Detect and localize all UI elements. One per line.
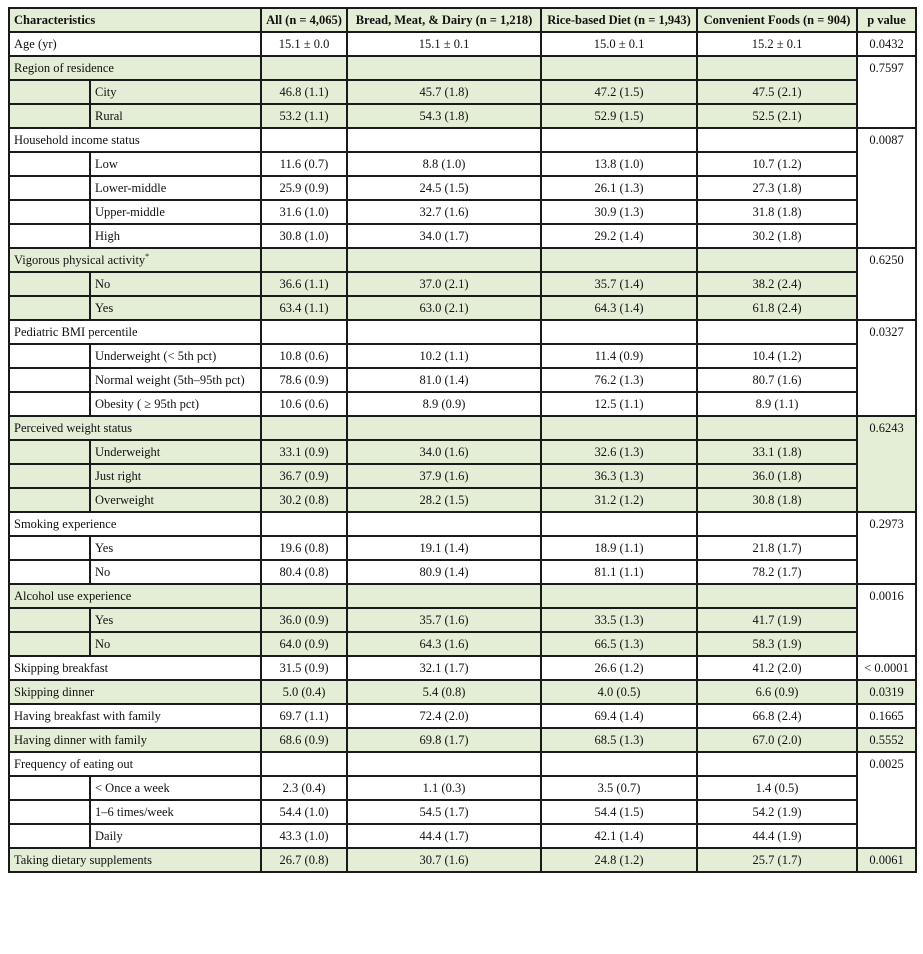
header-all: All (n = 4,065) [261, 8, 347, 32]
row-label-alcohol: Alcohol use experience [9, 584, 261, 608]
cell-value: 32.6 (1.3) [541, 440, 697, 464]
cell-value: 43.3 (1.0) [261, 824, 347, 848]
cell-empty [541, 512, 697, 536]
table-row [9, 800, 916, 824]
cell-value: 29.2 (1.4) [541, 224, 697, 248]
cell-value: 81.0 (1.4) [347, 368, 541, 392]
table-row [9, 752, 916, 776]
cell-value: 1.1 (0.3) [347, 776, 541, 800]
cell-value: 38.2 (2.4) [697, 272, 857, 296]
cell-value: 27.3 (1.8) [697, 176, 857, 200]
header-characteristics: Characteristics [9, 8, 261, 32]
cell-value: 30.7 (1.6) [347, 848, 541, 872]
cell-empty [347, 512, 541, 536]
cell-empty [697, 320, 857, 344]
row-sublabel: < Once a week [90, 776, 261, 800]
cell-p-value: 0.7597 [857, 56, 916, 128]
cell-p-value: 0.0016 [857, 584, 916, 656]
row-label-skip-dinner: Skipping dinner [9, 680, 261, 704]
cell-value: 54.2 (1.9) [697, 800, 857, 824]
row-label-weight: Perceived weight status [9, 416, 261, 440]
table-row [9, 656, 916, 680]
row-sublabel: Obesity ( ≥ 95th pct) [90, 392, 261, 416]
cell-value: 64.3 (1.6) [347, 632, 541, 656]
row-sublabel: Lower-middle [90, 176, 261, 200]
cell-p-value: 0.0025 [857, 752, 916, 848]
cell-value: 66.8 (2.4) [697, 704, 857, 728]
cell-empty [347, 56, 541, 80]
cell-p-value: 0.0087 [857, 128, 916, 248]
cell-value: 15.1 ± 0.1 [347, 32, 541, 56]
cell-empty [261, 248, 347, 272]
cell-empty [261, 584, 347, 608]
header-rice-based-diet: Rice-based Diet (n = 1,943) [541, 8, 697, 32]
cell-empty [697, 248, 857, 272]
cell-value: 68.5 (1.3) [541, 728, 697, 752]
row-label-text: Vigorous physical activity [14, 253, 146, 267]
cell-value: 41.2 (2.0) [697, 656, 857, 680]
indent-cell [9, 152, 90, 176]
cell-value: 35.7 (1.4) [541, 272, 697, 296]
cell-value: 6.6 (0.9) [697, 680, 857, 704]
cell-value: 8.8 (1.0) [347, 152, 541, 176]
cell-value: 78.2 (1.7) [697, 560, 857, 584]
cell-empty [347, 320, 541, 344]
cell-empty [347, 248, 541, 272]
row-sublabel: Low [90, 152, 261, 176]
indent-cell [9, 104, 90, 128]
cell-value: 35.7 (1.6) [347, 608, 541, 632]
cell-value: 80.4 (0.8) [261, 560, 347, 584]
cell-value: 47.2 (1.5) [541, 80, 697, 104]
table-row [9, 776, 916, 800]
cell-p-value: 0.0061 [857, 848, 916, 872]
indent-cell [9, 200, 90, 224]
table-row [9, 296, 916, 320]
cell-empty [261, 512, 347, 536]
indent-cell [9, 392, 90, 416]
cell-value: 1.4 (0.5) [697, 776, 857, 800]
cell-p-value: 0.0432 [857, 32, 916, 56]
cell-value: 64.3 (1.4) [541, 296, 697, 320]
row-label-bmi: Pediatric BMI percentile [9, 320, 261, 344]
cell-value: 25.7 (1.7) [697, 848, 857, 872]
cell-value: 61.8 (2.4) [697, 296, 857, 320]
cell-value: 24.5 (1.5) [347, 176, 541, 200]
cell-value: 10.2 (1.1) [347, 344, 541, 368]
row-sublabel: Just right [90, 464, 261, 488]
cell-p-value: 0.5552 [857, 728, 916, 752]
indent-cell [9, 440, 90, 464]
cell-value: 15.0 ± 0.1 [541, 32, 697, 56]
cell-value: 76.2 (1.3) [541, 368, 697, 392]
cell-value: 18.9 (1.1) [541, 536, 697, 560]
cell-value: 32.1 (1.7) [347, 656, 541, 680]
cell-value: 37.9 (1.6) [347, 464, 541, 488]
cell-value: 54.4 (1.0) [261, 800, 347, 824]
row-sublabel: 1–6 times/week [90, 800, 261, 824]
cell-value: 19.6 (0.8) [261, 536, 347, 560]
cell-value: 33.1 (0.9) [261, 440, 347, 464]
row-label-eating-out: Frequency of eating out [9, 752, 261, 776]
cell-value: 54.3 (1.8) [347, 104, 541, 128]
cell-value: 15.1 ± 0.0 [261, 32, 347, 56]
row-label-skip-breakfast: Skipping breakfast [9, 656, 261, 680]
indent-cell [9, 608, 90, 632]
row-sublabel: No [90, 272, 261, 296]
cell-value: 10.6 (0.6) [261, 392, 347, 416]
cell-empty [261, 416, 347, 440]
cell-value: 30.2 (0.8) [261, 488, 347, 512]
cell-value: 41.7 (1.9) [697, 608, 857, 632]
row-label-region: Region of residence [9, 56, 261, 80]
cell-value: 33.1 (1.8) [697, 440, 857, 464]
cell-p-value: 0.6243 [857, 416, 916, 512]
cell-value: 69.4 (1.4) [541, 704, 697, 728]
table-row [9, 80, 916, 104]
indent-cell [9, 800, 90, 824]
header-p-value: p value [857, 8, 916, 32]
table-row [9, 584, 916, 608]
indent-cell [9, 80, 90, 104]
cell-p-value: 0.1665 [857, 704, 916, 728]
table-row [9, 320, 916, 344]
table-row [9, 416, 916, 440]
cell-value: 58.3 (1.9) [697, 632, 857, 656]
table-row [9, 200, 916, 224]
row-sublabel: City [90, 80, 261, 104]
row-sublabel: Yes [90, 536, 261, 560]
cell-value: 36.3 (1.3) [541, 464, 697, 488]
cell-value: 25.9 (0.9) [261, 176, 347, 200]
cell-p-value: 0.6250 [857, 248, 916, 320]
cell-value: 46.8 (1.1) [261, 80, 347, 104]
cell-value: 5.0 (0.4) [261, 680, 347, 704]
table-row [9, 32, 916, 56]
cell-value: 10.8 (0.6) [261, 344, 347, 368]
indent-cell [9, 560, 90, 584]
row-sublabel: High [90, 224, 261, 248]
cell-empty [541, 584, 697, 608]
cell-empty [541, 320, 697, 344]
row-label-breakfast-family: Having breakfast with family [9, 704, 261, 728]
table-row [9, 728, 916, 752]
cell-value: 11.4 (0.9) [541, 344, 697, 368]
table-row [9, 536, 916, 560]
cell-value: 54.4 (1.5) [541, 800, 697, 824]
row-sublabel: Overweight [90, 488, 261, 512]
cell-value: 80.9 (1.4) [347, 560, 541, 584]
cell-empty [697, 416, 857, 440]
cell-value: 26.1 (1.3) [541, 176, 697, 200]
indent-cell [9, 344, 90, 368]
cell-value: 2.3 (0.4) [261, 776, 347, 800]
table-row [9, 176, 916, 200]
cell-value: 19.1 (1.4) [347, 536, 541, 560]
header-row [9, 8, 916, 32]
indent-cell [9, 824, 90, 848]
characteristics-table [8, 7, 917, 873]
table-row [9, 560, 916, 584]
indent-cell [9, 464, 90, 488]
cell-value: 80.7 (1.6) [697, 368, 857, 392]
cell-value: 64.0 (0.9) [261, 632, 347, 656]
table-row [9, 128, 916, 152]
cell-value: 33.5 (1.3) [541, 608, 697, 632]
cell-value: 78.6 (0.9) [261, 368, 347, 392]
cell-empty [261, 128, 347, 152]
cell-value: 4.0 (0.5) [541, 680, 697, 704]
table-row [9, 488, 916, 512]
indent-cell [9, 536, 90, 560]
row-sublabel: Underweight [90, 440, 261, 464]
cell-value: 36.0 (0.9) [261, 608, 347, 632]
indent-cell [9, 224, 90, 248]
table-row [9, 704, 916, 728]
cell-value: 45.7 (1.8) [347, 80, 541, 104]
cell-value: 10.7 (1.2) [697, 152, 857, 176]
row-sublabel: Normal weight (5th–95th pct) [90, 368, 261, 392]
row-label-smoking: Smoking experience [9, 512, 261, 536]
cell-value: 44.4 (1.7) [347, 824, 541, 848]
cell-value: 15.2 ± 0.1 [697, 32, 857, 56]
table-row [9, 848, 916, 872]
cell-empty [697, 584, 857, 608]
cell-value: 34.0 (1.6) [347, 440, 541, 464]
cell-value: 13.8 (1.0) [541, 152, 697, 176]
cell-value: 52.9 (1.5) [541, 104, 697, 128]
indent-cell [9, 368, 90, 392]
cell-value: 8.9 (0.9) [347, 392, 541, 416]
cell-value: 44.4 (1.9) [697, 824, 857, 848]
footnote-marker: * [145, 251, 150, 261]
cell-value: 36.0 (1.8) [697, 464, 857, 488]
table-row [9, 368, 916, 392]
cell-empty [347, 752, 541, 776]
row-sublabel: Yes [90, 296, 261, 320]
cell-value: 12.5 (1.1) [541, 392, 697, 416]
row-label-income: Household income status [9, 128, 261, 152]
row-label-supplements: Taking dietary supplements [9, 848, 261, 872]
cell-value: 32.7 (1.6) [347, 200, 541, 224]
cell-value: 30.9 (1.3) [541, 200, 697, 224]
indent-cell [9, 488, 90, 512]
row-sublabel: Daily [90, 824, 261, 848]
table-row [9, 440, 916, 464]
cell-value: 66.5 (1.3) [541, 632, 697, 656]
cell-empty [261, 56, 347, 80]
indent-cell [9, 176, 90, 200]
row-label-age: Age (yr) [9, 32, 261, 56]
row-label-dinner-family: Having dinner with family [9, 728, 261, 752]
cell-value: 5.4 (0.8) [347, 680, 541, 704]
table-row [9, 632, 916, 656]
cell-value: 31.2 (1.2) [541, 488, 697, 512]
table-row [9, 152, 916, 176]
cell-value: 30.8 (1.8) [697, 488, 857, 512]
cell-empty [697, 512, 857, 536]
row-sublabel: No [90, 560, 261, 584]
row-sublabel: Yes [90, 608, 261, 632]
cell-value: 31.8 (1.8) [697, 200, 857, 224]
row-sublabel: Underweight (< 5th pct) [90, 344, 261, 368]
table-row [9, 104, 916, 128]
cell-value: 10.4 (1.2) [697, 344, 857, 368]
cell-value: 26.6 (1.2) [541, 656, 697, 680]
cell-value: 34.0 (1.7) [347, 224, 541, 248]
cell-value: 8.9 (1.1) [697, 392, 857, 416]
cell-value: 63.4 (1.1) [261, 296, 347, 320]
cell-p-value: < 0.0001 [857, 656, 916, 680]
cell-value: 54.5 (1.7) [347, 800, 541, 824]
cell-value: 30.8 (1.0) [261, 224, 347, 248]
cell-value: 63.0 (2.1) [347, 296, 541, 320]
table-row [9, 392, 916, 416]
cell-value: 67.0 (2.0) [697, 728, 857, 752]
cell-empty [541, 752, 697, 776]
cell-value: 31.6 (1.0) [261, 200, 347, 224]
cell-p-value: 0.2973 [857, 512, 916, 584]
row-sublabel: No [90, 632, 261, 656]
header-convenient-foods: Convenient Foods (n = 904) [697, 8, 857, 32]
table-row [9, 248, 916, 272]
table-row [9, 224, 916, 248]
cell-value: 11.6 (0.7) [261, 152, 347, 176]
indent-cell [9, 296, 90, 320]
cell-empty [697, 56, 857, 80]
cell-value: 72.4 (2.0) [347, 704, 541, 728]
header-bread-meat-dairy: Bread, Meat, & Dairy (n = 1,218) [347, 8, 541, 32]
cell-value: 36.7 (0.9) [261, 464, 347, 488]
row-sublabel: Upper-middle [90, 200, 261, 224]
cell-value: 21.8 (1.7) [697, 536, 857, 560]
cell-value: 37.0 (2.1) [347, 272, 541, 296]
cell-value: 42.1 (1.4) [541, 824, 697, 848]
cell-empty [261, 752, 347, 776]
cell-value: 24.8 (1.2) [541, 848, 697, 872]
table-row [9, 464, 916, 488]
cell-empty [347, 416, 541, 440]
table-row [9, 272, 916, 296]
cell-value: 81.1 (1.1) [541, 560, 697, 584]
cell-empty [541, 128, 697, 152]
table-row [9, 56, 916, 80]
row-label-vigorous [9, 248, 261, 272]
cell-empty [347, 584, 541, 608]
cell-value: 47.5 (2.1) [697, 80, 857, 104]
table-row [9, 608, 916, 632]
indent-cell [9, 632, 90, 656]
cell-empty [541, 248, 697, 272]
cell-empty [347, 128, 541, 152]
cell-value: 3.5 (0.7) [541, 776, 697, 800]
cell-value: 53.2 (1.1) [261, 104, 347, 128]
cell-empty [697, 752, 857, 776]
cell-value: 28.2 (1.5) [347, 488, 541, 512]
cell-p-value: 0.0319 [857, 680, 916, 704]
table-row [9, 512, 916, 536]
cell-empty [541, 56, 697, 80]
table-row [9, 680, 916, 704]
cell-value: 52.5 (2.1) [697, 104, 857, 128]
cell-p-value: 0.0327 [857, 320, 916, 416]
cell-empty [541, 416, 697, 440]
cell-value: 26.7 (0.8) [261, 848, 347, 872]
cell-empty [697, 128, 857, 152]
indent-cell [9, 776, 90, 800]
cell-value: 31.5 (0.9) [261, 656, 347, 680]
cell-value: 69.8 (1.7) [347, 728, 541, 752]
cell-value: 36.6 (1.1) [261, 272, 347, 296]
table-row [9, 824, 916, 848]
cell-value: 30.2 (1.8) [697, 224, 857, 248]
cell-value: 69.7 (1.1) [261, 704, 347, 728]
indent-cell [9, 272, 90, 296]
table-row [9, 344, 916, 368]
row-sublabel: Rural [90, 104, 261, 128]
cell-empty [261, 320, 347, 344]
cell-value: 68.6 (0.9) [261, 728, 347, 752]
